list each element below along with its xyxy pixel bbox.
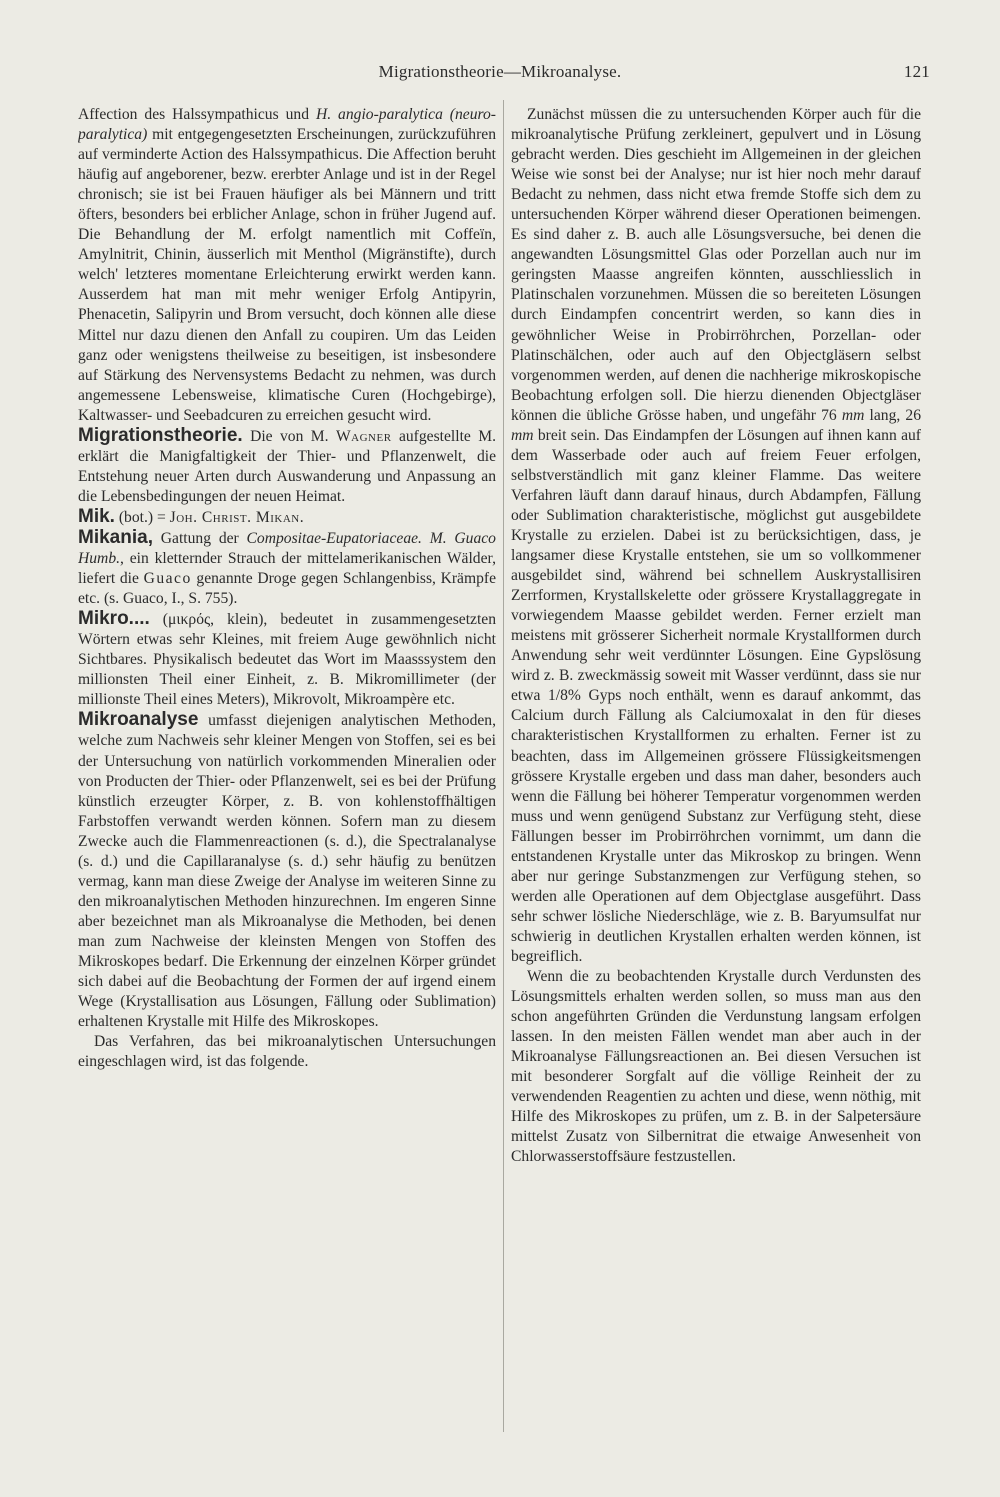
text-run: aufgestellte M. erklärt die Manigfaltigkeit der Thier- und Pflanzenwelt, die Entstehung neuer Arten durch Auswanderung und Anpassung an die Lebensbedingungen der neuen Heimat. <box>78 427 496 505</box>
headword-migrationstheorie: Migrationstheorie. <box>78 424 243 446</box>
headword-mikania: Mikania, <box>78 526 153 548</box>
page-number: 121 <box>903 62 930 81</box>
text-run: . <box>299 508 304 526</box>
mikroanalyse-paragraph-2: Das Verfahren, das bei mikroanalytischen Untersuchungen eingeschlagen wird, ist das folgende. <box>78 1033 496 1071</box>
text-run: , ein kletternder Strauch der mittelamerikanischen Wälder, liefert die <box>78 550 496 588</box>
fraction-percent: 1/8% <box>547 687 581 705</box>
entry-migrationstheorie <box>78 426 496 507</box>
headword-mikro: Mikro.... <box>78 608 150 630</box>
text-run: lang, 26 <box>864 406 921 424</box>
mikroanalyse-paragraph-4: Wenn die zu beobachtenden Krystalle durch Verdunsten des Lösungsmittels erhalten werden sollen, so muss man aus den schon angeführten Gründen die Verdunstung langsam erfolgen lassen. In den meisten Fällen wendet man aber auch in der Mikroanalyse Fällungsreactionen an. Bei diesen Versuchen ist mit besonderer Sorgfalt auf die völlige Reinheit der zu verwendenden Reagentien zu achten und diese, wenn nöthig, mit Hilfe des Mikroskopes zu prüfen, um z. B. in der Salpetersäure mittelst Zusatz von Silbernitrat die etwaige Anwesenheit von Chlorwasserstoffsäure festzustellen. <box>511 968 921 1166</box>
text-run: genannte Droge gegen Schlangenbiss, Krämpfe etc. (s. Guaco, I., S. 755). <box>78 570 496 608</box>
text-run: (bot.) = <box>114 508 170 526</box>
text-run: umfasst diejenigen analytischen Methoden, welche zum Nachweis sehr kleiner Mengen von Stoffen, sei es bei der Untersuchung von natürlich vorkommenden Mineralien oder von Producten der Thier- oder Pflanzenwelt, sei es bei der Prüfung künstlich erzeugter Körper, z. B. von kohlenstoffhältigen Farbstoffen verwandt werden können. Sofern man zu diesem Zwecke auch die Flammenreactionen (s. d.), die Spectralanalyse (s. d.) und die Capillaranalyse (s. d.) sehr häufig zu benützen vermag, kann man diese Zweige der Analyse im weiteren Sinne zu den mikroanalytischen Methoden hinzurechnen. Im engeren Sinne aber bezeichnet man als Mikroanalyse die Methoden, bei denen man zum Nachweise der kleinsten Mengen von Stoffen des Mikroskopes bedarf. Die Erkennung der einzelnen Körper gründet sich dabei auf die Beobachtung der Formen der auf irgend einem Wege (Krystallisation aus Lösungen, Fällung oder Sublimation) erhaltenen Krystalle mit Hilfe des Mikroskopes. <box>78 712 496 1031</box>
headword-mikroanalyse: Mikroanalyse <box>78 709 199 731</box>
headword-mik: Mik. <box>78 505 115 527</box>
entry-mik <box>78 507 496 528</box>
text-run: mit entgegengesetzten Erscheinungen, zurückzuführen auf verminderte Action des Halssympathicus. Die Affection beruht häufig auf angeborener, bezw. ererbter Anlage und ist in der Regel chronisch; sie ist bei Frauen häufiger als bei Männern und tritt öfters, besonders bei erblicher Anlage, schon in früher Jugend auf. Die Behandlung der M. erfolgt namentlich mit Coffeïn, Amylnitrit, Chinin, äusserlich mit Menthol (Migränstifte), durch welch' letzteres momentane Erleichterung erwirkt werden kann. Ausserdem hat man mit mehr weniger Erfolg Antipyrin, Phenacetin, Salipyrin und Brom versucht, doch können alle diese Mittel nur dazu dienen den Anfall zu coupiren. Um das Leiden ganz oder wenigstens theilweise zu beseitigen, ist insbesondere auf Stärkung des Nervensystems Bedacht zu nehmen, was durch angemessene Lebensweise, klimatische Curen (Hochgebirge), Kaltwasser- und Seebadcuren zu erreichen gesucht wird. <box>78 126 496 424</box>
text-run: Zunächst müssen die zu untersuchenden Körper auch für die mikroanalytische Prüfung zerkleinert, gepulvert und in Lösung gebracht werden. Dies geschieht im Allgemeinen in der gleichen Weise wie sonst bei der Analyse; nur ist hier noch mehr darauf Bedacht zu nehmen, dass nicht etwa fremde Stoffe sich dem zu untersuchenden Körper während dieser Operationen beimengen. Es sind daher z. B. auch alle Lösungsversuche, bei denen die angewandten Lösungsmittel Glas oder Porzellan auch nur im geringsten Maasse angreifen könnten, ausschliesslich in Platinschalen vorzunehmen. Müssen die so bereiteten Lösungen durch Eindampfen concentrirt werden, so kann dies in gewöhnlicher Weise in Probirröhrchen, Porzellan- oder Platinschälchen, oder auch auf den Objectgläsern selbst vorgenommen werden, auf denen die nachherige mikroskopische Beobachtung erfolgen soll. Die hierzu dienenden Objectgläser können die übliche Grösse haben, und ungefähr 76 <box>511 106 921 424</box>
right-column <box>511 105 921 1445</box>
text-run: Affection des Halssympathicus und <box>78 106 316 123</box>
text-run: Gyps noch enthält, wenn es darauf ankommt, das Calcium durch Fällung als Calciumoxalat in den für dieses charakteristischen Krystallformen zu erhalten. Ferner ist zu beachten, dass im Allgemeinen grössere Flüssigkeitsmengen grössere Krystalle ergeben und dass man daher, besonders auch wenn die Fällung bei höherer Temperatur vorgenommen werden muss und wenn genügend Substanz zur Verfügung steht, diese Fällungen besser im Probirröhrchen vornimmt, um dann die entstandenen Krystalle unter das Mikroskop zu bringen. Wenn aber nur geringe Substanzmengen zur Verfügung stehen, so werden alle Operationen auf dem Objectglase ausgeführt. Dass sehr schwer lösliche Niederschläge, wie z. B. Baryumsulfat nur schwierig in deutlichen Krystallen erhalten werden können, ist begreiflich. <box>511 687 921 965</box>
italic-run: H. angio-paralytica (neuro-paralytica) <box>78 106 496 144</box>
text-run: Gattung der <box>152 529 247 547</box>
mikroanalyse-paragraph-3 <box>511 105 921 967</box>
column-divider <box>503 100 504 1432</box>
text-run: breit sein. Das Eindampfen der Lösungen auf ihnen kann auf dem Wasserbade oder auch auf freiem Feuer erfolgen, selbstverständlich mit ganz kleiner Flamme. Das weitere Verfahren läuft dann darauf hinaus, durch Abdampfen, Fällung oder Sublimation charakteristische, möglichst gut ausgebildete Krystalle zu erzielen. Dabei ist zu berücksichtigen, dass, je langsamer diese Krystalle entstehen, sie um so vollkommener ausgebildet sind, während bei schnellem Auskrystallisiren Zerrformen, Krystallskelette oder grössere Krystallaggregate in vorwiegendem Maasse gebildet werden. Ferner erzielt man meistens mit grösserer Sicherheit normale Krystallformen durch Anwendung sehr weit verdünnter Lösungen. Eine Gypslösung wird z. B. zweckmässig soweit mit Wasser verdünnt, dass sie nur etwa <box>511 426 921 705</box>
migraene-continuation <box>78 105 496 426</box>
text-run: (μικρός, klein), bedeutet in zusammengesetzten Wörtern etwas sehr Kleines, mit freiem Auge gewöhnlich nicht Sichtbares. Physikalisch bedeutet das Wort im Maasssystem den millionsten Theil einer Einheit, z. B. Mikromillimeter (der millionste Theil eines Meters), Mikrovolt, Mikroampère etc. <box>78 611 496 709</box>
spaced-run: Guaco <box>143 570 192 588</box>
unit-mm: mm <box>511 426 534 444</box>
unit-mm: mm <box>841 406 865 424</box>
author-name: Joh. Christ. Mikan <box>169 508 300 526</box>
running-title: Migrationstheorie—Mikroanalyse. <box>378 62 622 81</box>
author-name: Wagner <box>335 427 392 445</box>
italic-run: Compositae-Eupatoriaceae. M. Guaco Humb. <box>78 529 496 568</box>
entry-mikroanalyse <box>78 710 496 1032</box>
entry-mikania <box>78 528 496 609</box>
text-run: Die von M. <box>242 427 336 445</box>
running-head <box>70 62 930 86</box>
entry-mikro <box>78 609 496 710</box>
left-column <box>78 105 496 1445</box>
